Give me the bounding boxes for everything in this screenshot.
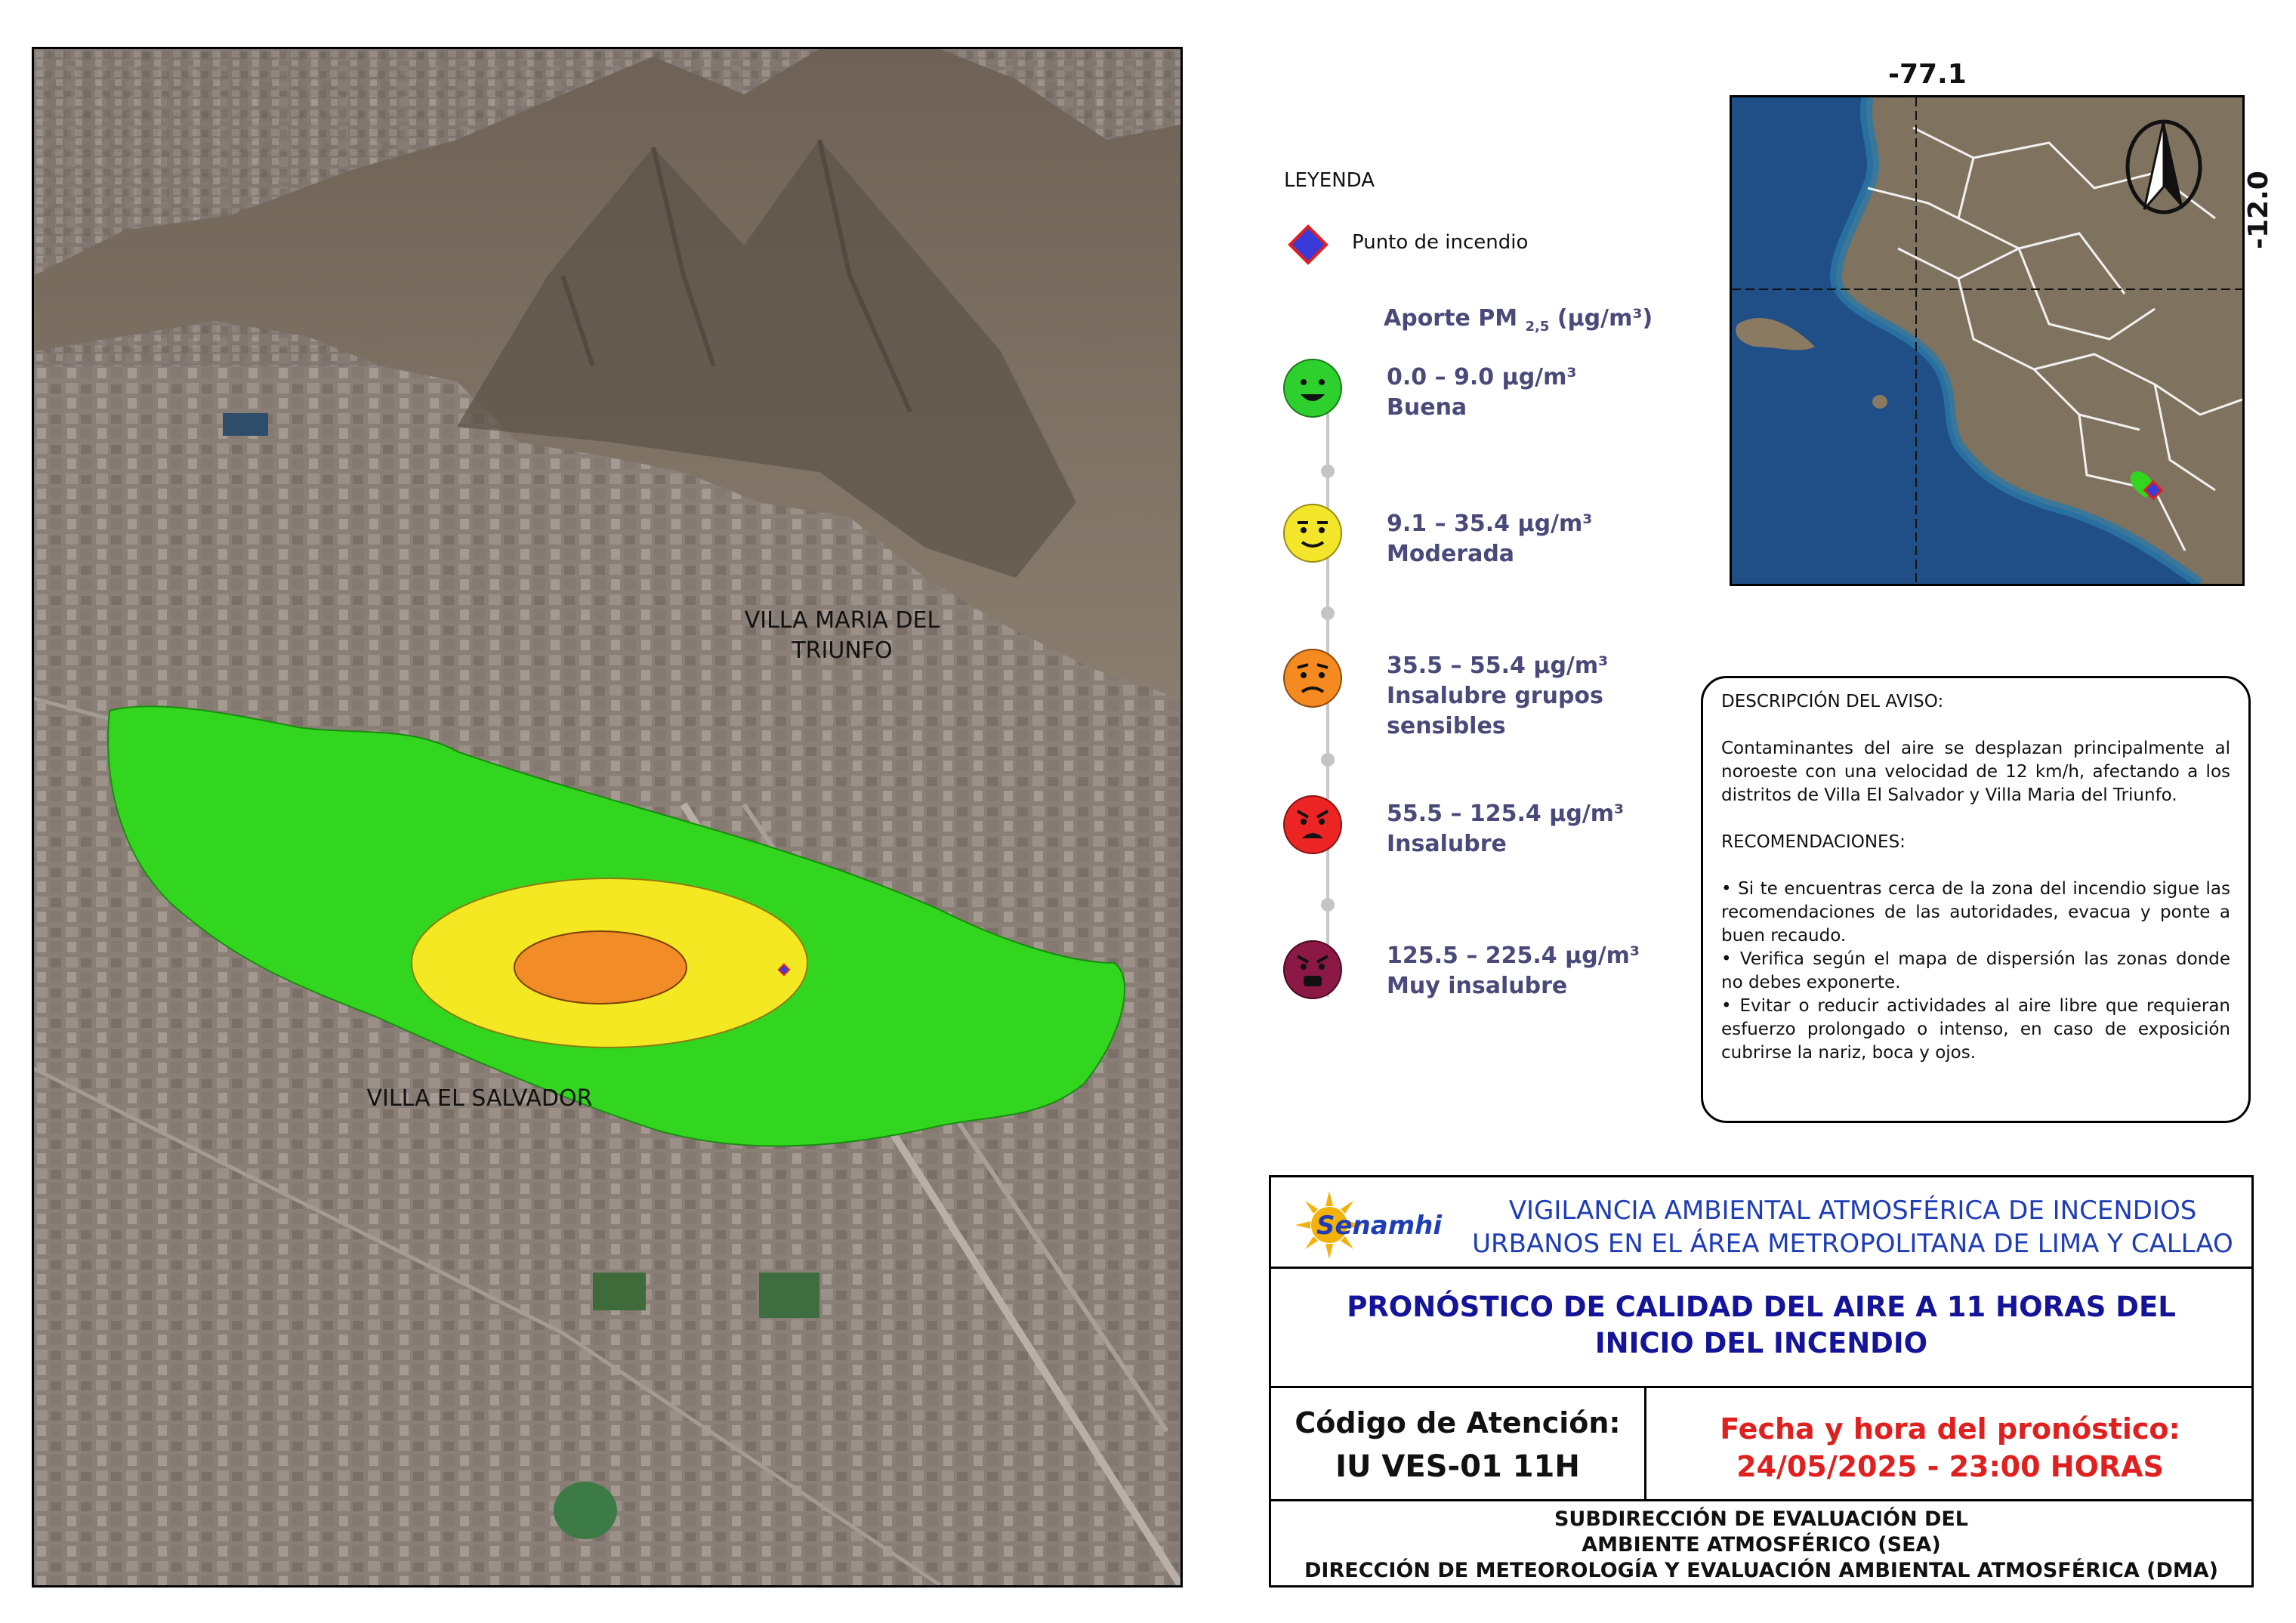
fire-point-label: Punto de incendio <box>1352 231 1529 254</box>
level-very-unhealthy: 125.5 – 225.4 µg/m³ Muy insalubre <box>1387 943 1640 999</box>
plume-zone-orange <box>514 931 687 1004</box>
level-unhealthy-sensitive: 35.5 – 55.4 µg/m³ Insalubre grupos sensibles <box>1387 653 1609 739</box>
attention-code-label: Código de Atención: <box>1295 1406 1621 1439</box>
latitude-label: -12.0 <box>2243 171 2274 249</box>
satellite-basemap <box>34 49 1180 1585</box>
bulletin-info-panel <box>1269 1175 2254 1588</box>
fire-point-legend <box>1284 221 1601 266</box>
level-good: 0.0 – 9.0 µg/m³ Buena <box>1387 364 1577 421</box>
moderate-face-icon <box>1282 503 1343 563</box>
main-dispersion-map[interactable] <box>32 47 1183 1588</box>
label-villa-el-salvador: VILLA EL SALVADOR <box>366 1085 593 1112</box>
description-heading: DESCRIPCIÓN DEL AVISO: <box>1721 692 1944 711</box>
longitude-label: -77.1 <box>1888 59 1967 90</box>
very-unhealthy-face-icon <box>1282 940 1343 1000</box>
attention-code-value: IU VES-01 11H <box>1335 1449 1580 1484</box>
unhealthy-sensitive-face-icon <box>1282 648 1343 708</box>
fire-point-icon <box>1284 221 1332 269</box>
description-body: Contaminantes del aire se desplazan principalmente al noroeste con una velocidad de 12 km/h, afectando a los distritos de Villa El Salvador y Villa Maria del Triunfo. <box>1721 739 2230 805</box>
good-face-icon <box>1282 358 1343 418</box>
inset-basemap <box>1732 97 2242 584</box>
pm-legend-title: Aporte PM $_{2,5}$ (µg/m³) <box>1384 305 1653 335</box>
recommendations-heading: RECOMENDACIONES: <box>1721 832 1906 852</box>
inset-location-map[interactable] <box>1730 95 2245 586</box>
recommendation-item: • Verifica según el mapa de dispersión las zonas donde no debes exponerte. <box>1721 949 2230 992</box>
institution-footer: SUBDIRECCIÓN DE EVALUACIÓN DEL AMBIENTE ATMOSFÉRICO (SEA) DIRECCIÓN DE METEOROLOGÍA Y EVALUACIÓN AMBIENTAL ATMOSFÉRICA (DMA) <box>1304 1507 2218 1582</box>
unhealthy-face-icon <box>1282 795 1343 855</box>
recommendation-item: • Si te encuentras cerca de la zona del incendio sigue las recomendaciones de las autoridades, evacua y ponte a buen recaudo. <box>1721 879 2230 946</box>
header-title: VIGILANCIA AMBIENTAL ATMOSFÉRICA DE INCENDIOS URBANOS EN EL ÁREA METROPOLITANA DE LIMA Y CALLAO <box>1472 1196 2233 1259</box>
legend-title: LEYENDA <box>1284 169 1375 192</box>
forecast-title: PRONÓSTICO DE CALIDAD DEL AIRE A 11 HORAS DEL INICIO DEL INCENDIO <box>1347 1291 2176 1359</box>
label-villa-maria-del-triunfo: VILLA MARIA DEL TRIUNFO <box>744 607 940 664</box>
recommendation-item: • Evitar o reducir actividades al aire libre que requieran esfuerzo prolongado o intenso, en caso de exposición cubrirse la nariz, boca y ojos. <box>1721 996 2230 1063</box>
forecast-datetime: Fecha y hora del pronóstico: 24/05/2025 - 23:00 HORAS <box>1720 1412 2180 1483</box>
senamhi-logo: Senamhi <box>1289 1186 1440 1270</box>
alert-description-box <box>1701 676 2251 1123</box>
level-unhealthy: 55.5 – 125.4 µg/m³ Insalubre <box>1387 801 1625 857</box>
level-moderate: 9.1 – 35.4 µg/m³ Moderada <box>1387 511 1593 567</box>
